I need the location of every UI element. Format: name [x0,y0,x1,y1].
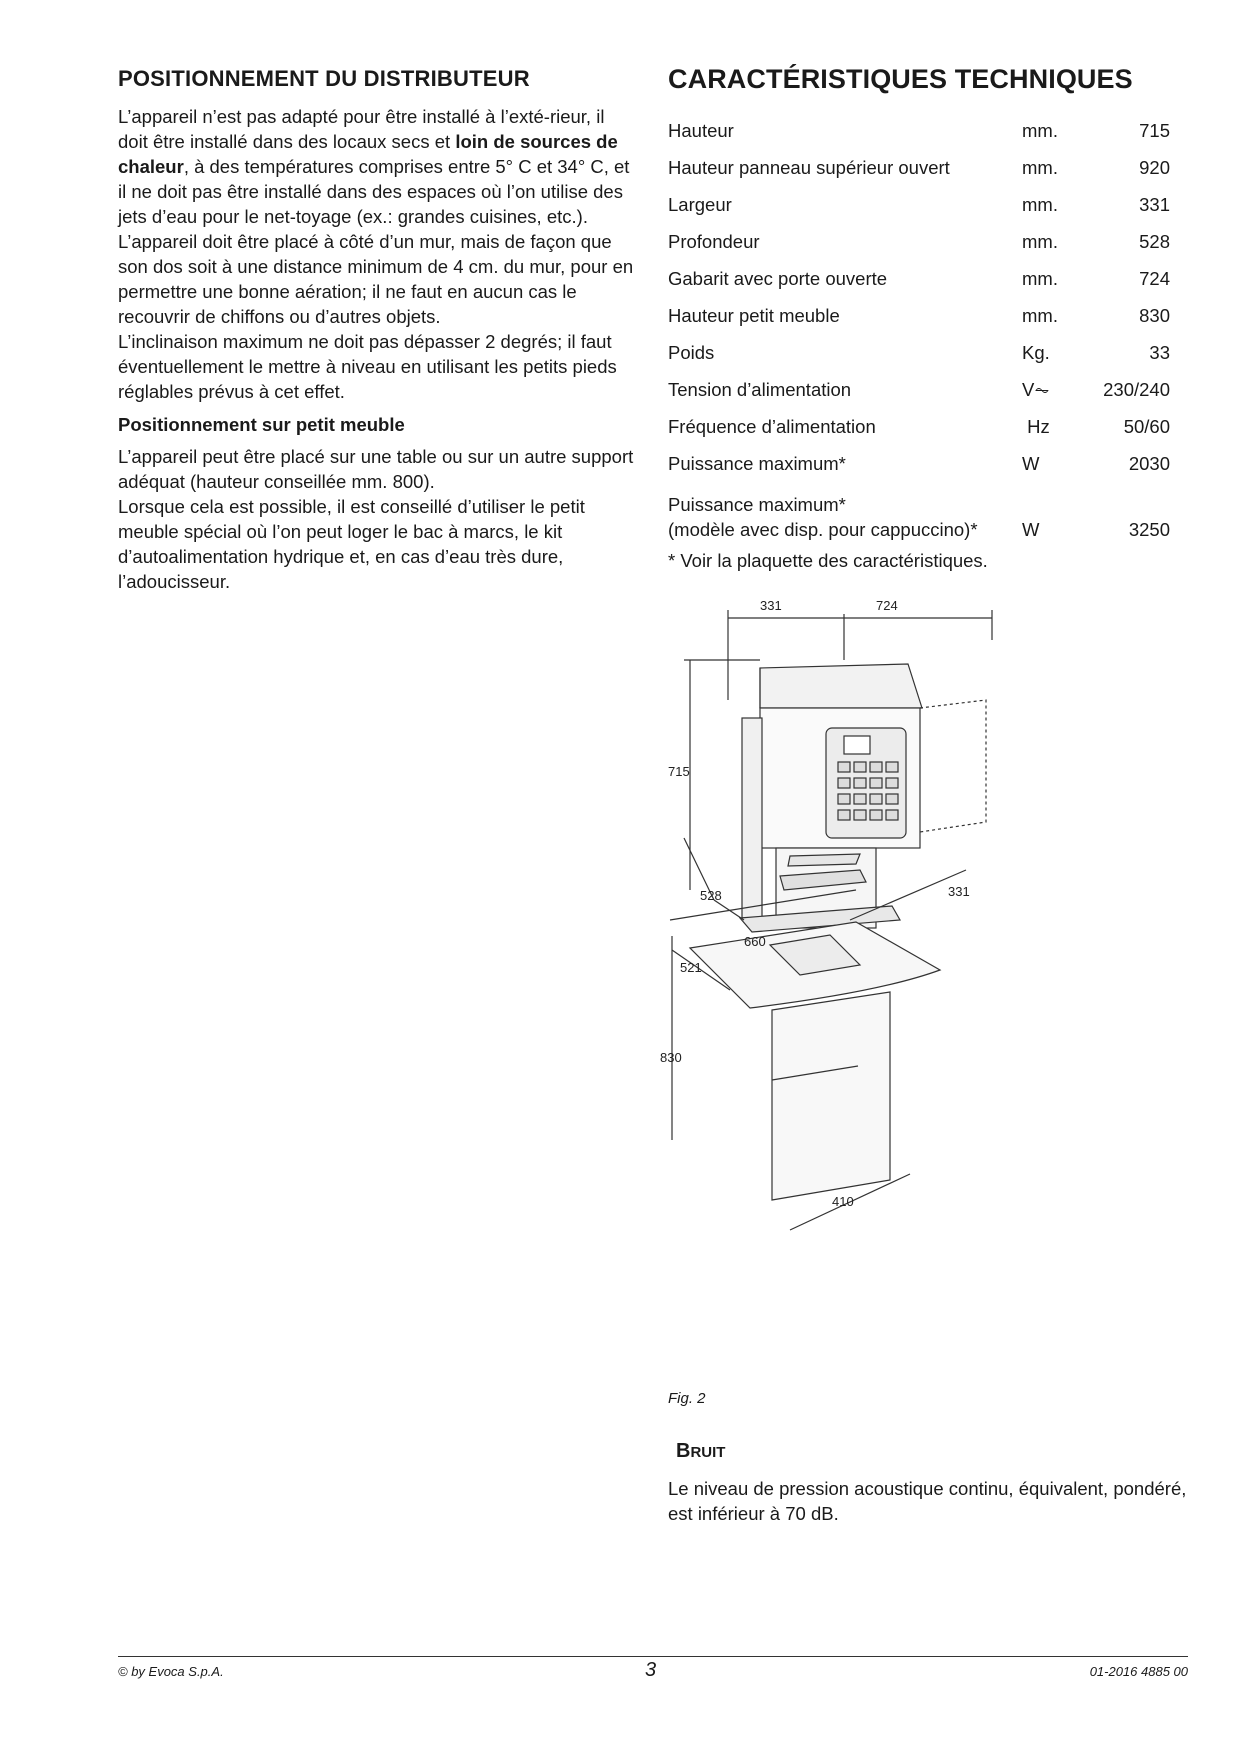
spec-value: 3250 [1128,519,1170,540]
dim-label: 830 [660,1050,682,1065]
cabinet-body [772,992,890,1200]
spec-label: Tension d’alimentation [668,379,852,400]
spec-unit: Hz [1022,416,1050,437]
spec-unit: Kg. [1022,342,1050,363]
spec-label: Largeur [668,194,732,215]
open-door-outline [920,700,986,832]
title-rest: RUIT [690,1444,726,1461]
spec-label [668,482,1022,542]
spec-value: 724 [1139,268,1170,289]
spec-label: Puissance maximum* [668,453,846,474]
spec-row [668,371,1170,408]
spec-value: 230/240 [1103,379,1170,400]
spec-label-line: Puissance maximum* [668,494,846,515]
paragraph-installation [118,104,638,229]
spec-label: Hauteur petit meuble [668,305,840,326]
spec-row [668,260,1170,297]
spec-value: 50/60 [1123,416,1170,437]
spec-unit: mm. [1022,305,1058,326]
spec-unit: V⏦ [1022,379,1050,400]
spec-row [668,445,1170,482]
spec-value: 715 [1139,120,1170,141]
machine-hood [760,664,922,708]
title-initial: B [676,1440,691,1462]
spec-value: 2030 [1128,453,1170,474]
paragraph-noise: Le niveau de pression acoustique continu, équivalent, pondéré, est inférieur à 70 dB. [668,1478,1187,1524]
spec-unit: mm. [1022,120,1058,141]
spec-unit: mm. [1022,157,1058,178]
dim-label: 410 [832,1194,854,1209]
footer-copyright: © by Evoca S.p.A. [118,1664,224,1679]
spec-row [668,297,1170,334]
spec-value: 920 [1139,157,1170,178]
spec-footnote: * Voir la plaquette des caractéristiques. [668,550,988,571]
footer-doc-code: 01-2016 4885 00 [1089,1664,1188,1679]
paragraph-table: L’appareil peut être placé sur une table ou sur un autre support adéquat (hauteur conseillée mm. 800). [118,446,634,492]
spec-unit: mm. [1022,194,1058,215]
dim-label: 660 [744,934,766,949]
spec-label-line: (modèle avec disp. pour cappuccino)* [668,519,978,540]
spec-label: Poids [668,342,715,363]
right-column [668,64,1170,572]
page-number: 3 [645,1659,657,1681]
machine-side-panel [742,718,762,918]
dim-label: 528 [700,888,722,903]
paragraph-cabinet: Lorsque cela est possible, il est conseillé d’utiliser le petit meuble spécial où l’on peut loger le bac à marcs, le kit d’autoalimentation hydrique et, en cas d’eau très dure, l’adoucisseur. [118,496,585,592]
dispenser-spout [788,854,860,866]
dim-label: 331 [948,884,970,899]
spec-value: 33 [1149,342,1170,363]
dimension-drawing [660,600,1000,1390]
spec-value: 528 [1139,231,1170,252]
footer-divider [118,1656,1188,1657]
paragraph-text: , à des températures comprises entre 5° C et 34° C, et il ne doit pas être installé dans des espaces où l’on utilise des jets d’eau pour le net-toyage (ex.: grandes cuisines, etc.). [118,156,630,227]
spec-row [668,408,1170,445]
left-column [118,66,638,594]
emphasis-text: loin de sources de chaleur [118,131,618,177]
spec-row [668,223,1170,260]
spec-row [668,112,1170,149]
dim-label: 331 [760,600,782,613]
paragraph-wall: L’appareil doit être placé à côté d’un mur, mais de façon que son dos soit à une distance minimum de 4 cm. du mur, pour en permettre une bonne aération; il ne faut en aucun cas le recouvrir de chiffons ou d’autres objets. [118,231,634,327]
section-title-specs: CARACTÉRISTIQUES TECHNIQUES [668,64,1133,94]
spec-unit: W [1022,519,1040,540]
section-title-bruit [676,1440,725,1463]
spec-value: 830 [1139,305,1170,326]
spec-unit: W [1022,453,1040,474]
subsection-title: Positionnement sur petit meuble [118,414,405,435]
spec-row [668,334,1170,371]
dim-label: 724 [876,600,898,613]
figure-caption: Fig. 2 [668,1390,706,1407]
dim-label: 715 [668,764,690,779]
dim-label: 521 [680,960,702,975]
spec-row [668,482,1170,542]
spec-unit: mm. [1022,268,1058,289]
spec-unit: mm. [1022,231,1058,252]
spec-label: Hauteur panneau supérieur ouvert [668,157,950,178]
paragraph-inclination: L’inclinaison maximum ne doit pas dépasser 2 degrés; il faut éventuellement le mettre à niveau en utilisant les petits pieds réglables prévus à cet effet. [118,331,617,402]
spec-row [668,186,1170,223]
paragraph-text: L’appareil n’est pas adapté pour être installé à l’exté-rieur, il doit être installé dans des locaux secs et [118,106,605,152]
spec-label: Hauteur [668,120,734,141]
spec-label: Gabarit avec porte ouverte [668,268,888,289]
section-title-positionnement: POSITIONNEMENT DU DISTRIBUTEUR [118,66,530,91]
spec-table [668,112,1170,542]
display-screen [844,736,870,754]
spec-label: Profondeur [668,231,760,252]
spec-row [668,149,1170,186]
spec-value: 331 [1139,194,1170,215]
spec-label: Fréquence d’alimentation [668,416,876,437]
